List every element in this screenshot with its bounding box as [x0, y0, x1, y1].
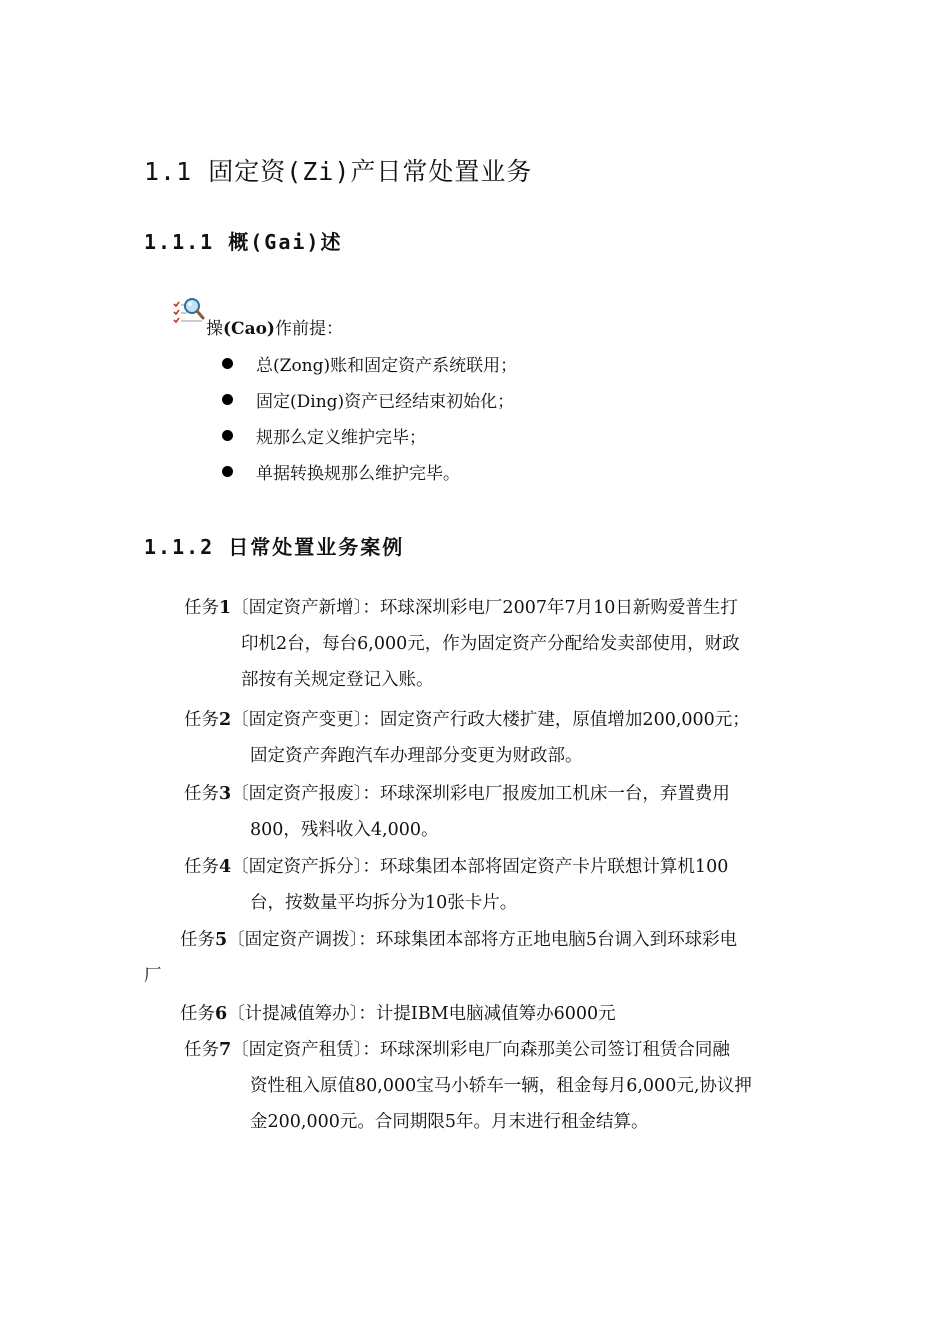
bullet-icon — [222, 466, 233, 477]
list-item: 固定(Ding)资产已经结束初始化； — [222, 387, 517, 423]
section-title: 1.1 固定资(Zi)产日常处置业务 — [144, 157, 533, 186]
task-2: 任务2〔固定资产变更〕：固定资产行政大楼扩建，原值增加200,000元； 固定资产奔跑汽车办理部分变更为财政部。 — [184, 710, 750, 766]
bullet-icon — [222, 430, 233, 441]
bullet-icon — [222, 394, 233, 405]
prerequisites-label: 操(Cao)作前提： — [206, 319, 343, 339]
task-4: 任务4〔固定资产拆分〕：环球集团本部将固定资产卡片联想计算机100 台，按数量平均拆分为10张卡片。 — [184, 857, 729, 913]
task-3: 任务3〔固定资产报废〕：环球深圳彩电厂报废加工机床一台，弃置费用 800，残料收入4,000。 — [184, 784, 730, 840]
list-item: 总(Zong)账和固定资产系统联用； — [222, 351, 517, 387]
task-7: 任务7〔固定资产租赁〕：环球深圳彩电厂向森那美公司签订租赁合同融 资性租入原值80,000宝马小轿车一辆，租金每月6,000元,协议押 金200,000元。合同期限5年。月末进行租金结算。 — [184, 1040, 752, 1132]
task-5: 任务5〔固定资产调拨〕：环球集团本部将方正地电脑5台调入到环球彩电 厂 — [144, 930, 738, 986]
cases-heading: 1.1.2 日常处置业务案例 — [144, 535, 405, 559]
checklist-magnifier-icon — [172, 296, 206, 330]
list-item: 规那么定义维护完毕； — [222, 423, 517, 459]
task-6: 任务6〔计提减值筹办〕：计提IBM电脑减值筹办6000元 — [180, 1004, 616, 1024]
bullet-icon — [222, 358, 233, 369]
list-item: 单据转换规那么维护完毕。 — [222, 459, 517, 495]
overview-heading: 1.1.1 概(Gai)述 — [144, 230, 343, 254]
task-1: 任务1〔固定资产新增〕：环球深圳彩电厂2007年7月10日新购爱普生打 印机2台，每台6,000元，作为固定资产分配给发卖部使用，财政 部按有关规定登记入账。 — [184, 598, 740, 690]
prerequisites-list — [222, 351, 517, 495]
